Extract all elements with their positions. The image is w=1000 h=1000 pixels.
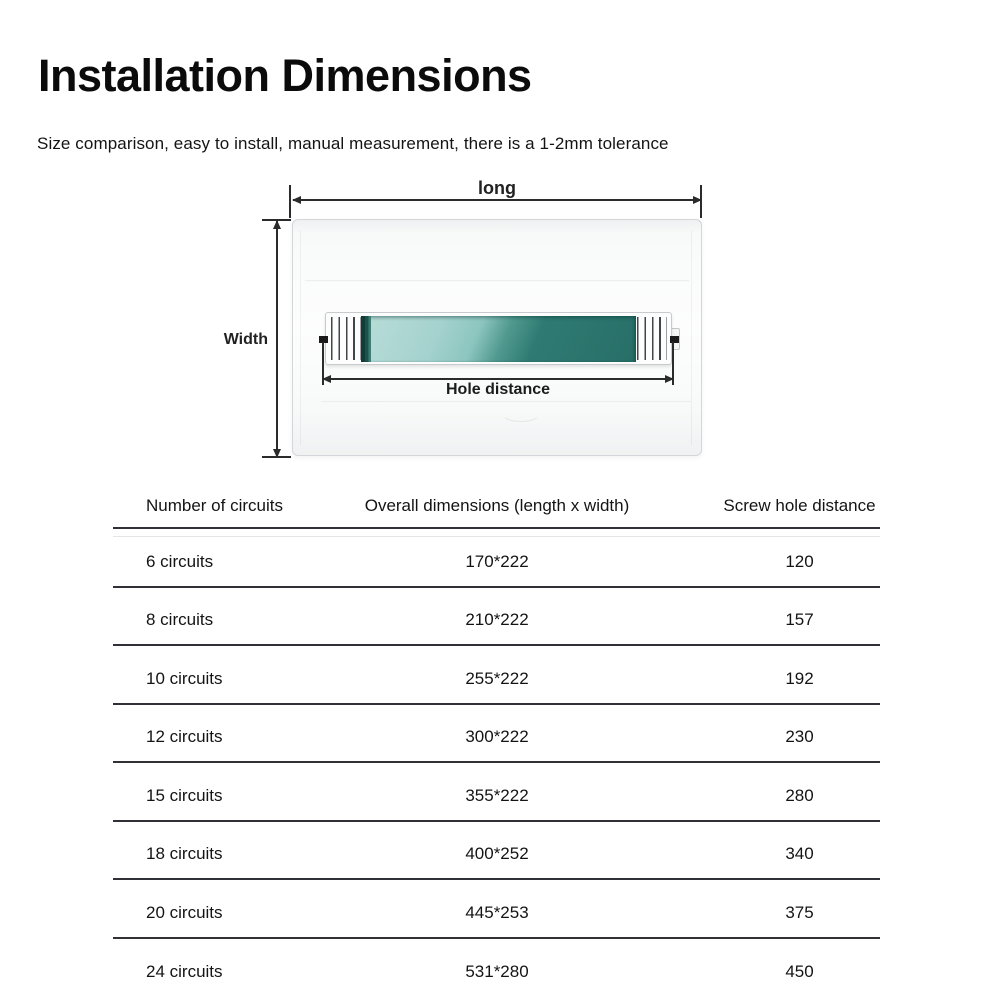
cell-circuits: 8 circuits [146, 610, 214, 630]
cell-circuits: 12 circuits [146, 727, 223, 747]
vent-slats-right [637, 317, 667, 360]
cell-overall-dimensions: 255*222 [465, 668, 529, 688]
box-seam-top [305, 280, 689, 282]
cell-screw-hole-distance: 230 [785, 727, 814, 747]
cell-overall-dimensions: 355*222 [465, 785, 529, 805]
table-row [113, 529, 880, 588]
cell-circuits: 10 circuits [146, 668, 223, 688]
cell-screw-hole-distance: 340 [785, 844, 814, 864]
page-title: Installation Dimensions [38, 50, 532, 101]
vent-slats-left [331, 317, 361, 360]
cell-overall-dimensions: 445*253 [465, 902, 529, 922]
cell-screw-hole-distance: 280 [785, 785, 814, 805]
table-header-row [113, 484, 880, 529]
table-row [113, 880, 880, 939]
box-seam-left [300, 230, 301, 445]
header-overall-dimensions: Overall dimensions (length x width) [364, 495, 630, 515]
box-seam-right [691, 230, 692, 445]
breaker-dark-bars [361, 316, 375, 362]
breaker-window-frame [325, 312, 672, 365]
cell-screw-hole-distance: 375 [785, 902, 814, 922]
cell-circuits: 20 circuits [146, 902, 223, 922]
cell-screw-hole-distance: 192 [785, 668, 814, 688]
header-number-of-circuits: Number of circuits [146, 495, 283, 515]
table-row [113, 822, 880, 881]
hole-distance-arrow [323, 378, 673, 380]
table-row [113, 939, 880, 998]
length-extension-line-right [700, 185, 702, 218]
arrowhead-up-icon [273, 220, 281, 229]
width-extension-line-bottom [262, 456, 291, 458]
table-row [113, 763, 880, 822]
width-dimension-arrow [276, 221, 278, 457]
cell-circuits: 18 circuits [146, 844, 223, 864]
cell-overall-dimensions: 210*222 [465, 610, 529, 630]
cell-circuits: 15 circuits [146, 785, 223, 805]
length-dimension-label: long [478, 178, 516, 198]
table-body [113, 529, 880, 997]
width-extension-line-top [262, 219, 291, 221]
arrowhead-left-icon [292, 196, 301, 204]
cell-overall-dimensions: 531*280 [465, 962, 529, 982]
width-dimension-label: Width [223, 331, 268, 348]
breaker-window-glass [361, 316, 636, 362]
dimensions-table [113, 484, 880, 997]
installation-diagram [0, 0, 1000, 475]
cell-overall-dimensions: 400*252 [465, 844, 529, 864]
cell-screw-hole-distance: 120 [785, 551, 814, 571]
arrowhead-left-icon [322, 375, 331, 383]
box-seam-bottom [321, 401, 691, 403]
cell-screw-hole-distance: 157 [785, 610, 814, 630]
cell-overall-dimensions: 170*222 [465, 551, 529, 571]
table-row [113, 588, 880, 647]
distribution-box [292, 219, 702, 456]
arrowhead-right-icon [665, 375, 674, 383]
cell-overall-dimensions: 300*222 [465, 727, 529, 747]
page-subtitle: Size comparison, easy to install, manual measurement, there is a 1-2mm tolerance [37, 134, 669, 153]
hole-distance-label: Hole distance [445, 381, 551, 398]
length-dimension-arrow [293, 199, 701, 201]
length-extension-line-left [289, 185, 291, 218]
box-molding-arc [501, 404, 541, 422]
cell-screw-hole-distance: 450 [785, 962, 814, 982]
cell-circuits: 24 circuits [146, 962, 223, 982]
table-row [113, 705, 880, 764]
header-screw-hole-distance: Screw hole distance [723, 495, 876, 515]
cell-circuits: 6 circuits [146, 551, 214, 571]
table-row [113, 646, 880, 705]
